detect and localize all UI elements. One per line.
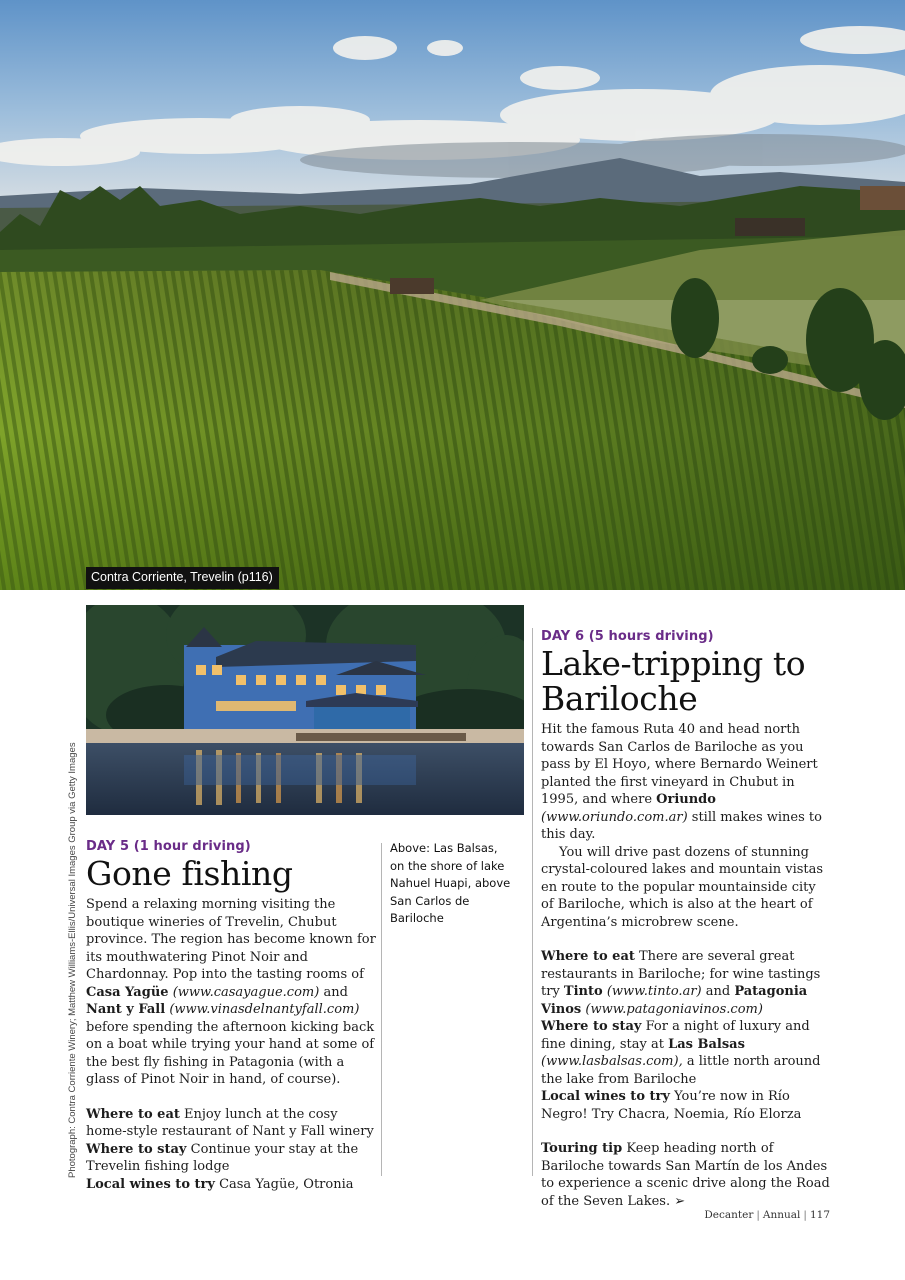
- casa-yague-url[interactable]: (www.casayague.com): [172, 984, 320, 1000]
- issue-name: Annual: [762, 1209, 801, 1221]
- lodge-photo: [86, 605, 524, 815]
- las-balsas-url[interactable]: (www.lasbalsas.com),: [541, 1054, 683, 1069]
- continue-arrow-icon: ➢: [674, 1193, 686, 1209]
- day6-paragraph-1: [541, 721, 831, 844]
- touring-tip-text: Keep heading north of Bariloche towards San Martín de los Andes to experience a scenic drive along the Road of the Seven Lakes.: [541, 1141, 830, 1209]
- caption-line: Nahuel Huapi, above: [390, 876, 511, 890]
- column-divider: [532, 628, 533, 1176]
- where-to-stay-text: Continue your stay at the Trevelin fishing lodge: [86, 1141, 359, 1174]
- day6-paragraph-2: You will drive past dozens of stunning crystal-coloured lakes and mountain vistas en route to the popular mountainside city of Bariloche, which is also at the heart of Argentina’s microbrew scene.: [541, 844, 824, 930]
- day6-touring-tip: [541, 1140, 831, 1210]
- where-to-stay-text: For a night of luxury and fine dining, stay at: [541, 1019, 810, 1052]
- lodge-image: [86, 605, 524, 815]
- day5-local-wines: [86, 1176, 378, 1194]
- day5-paragraph: [86, 896, 378, 1089]
- day6-local-wines: [541, 1088, 831, 1123]
- tinto-name: Tinto: [563, 984, 603, 999]
- day5-where-to-eat: [86, 1106, 378, 1141]
- patagonia-vinos-url[interactable]: (www.patagoniavinos.com): [585, 1001, 763, 1017]
- column-divider: [381, 843, 382, 1176]
- photo-credit: Photograph: Contra Corriente Winery; Matthew Williams-Ellis/Universal Images Group via Getty Images: [67, 742, 78, 1178]
- where-to-eat-label: Where to eat: [541, 949, 635, 964]
- day5-text: Spend a relaxing morning visiting the boutique wineries of Trevelin, Chubut province. The region has become known for its mouthwatering Pinot Noir and Chardonnay. Pop into the tasting rooms of: [86, 897, 376, 982]
- day6-section: [541, 629, 831, 1210]
- local-wines-text: You’re now in Río Negro! Try Chacra, Noemia, Río Elorza: [541, 1089, 802, 1122]
- hero-photo: [0, 0, 905, 590]
- day5-where-to-stay: [86, 1141, 378, 1176]
- day6-title-line: Bariloche: [541, 679, 698, 718]
- day5-section: [86, 839, 378, 1193]
- day5-text: and: [319, 984, 348, 1000]
- patagonia-vinos-name: Patagonia Vinos: [541, 984, 808, 1017]
- where-to-stay-label: Where to stay: [86, 1141, 187, 1157]
- where-to-eat-text: Enjoy lunch at the cosy home-style restaurant of Nant y Fall winery: [86, 1106, 374, 1139]
- las-balsas-name: Las Balsas: [668, 1036, 745, 1052]
- nant-y-fall-url[interactable]: (www.vinasdelnantyfall.com): [169, 1002, 360, 1017]
- page-footer: Decanter | Annual | 117: [704, 1209, 830, 1221]
- day6-label: DAY 6 (5 hours driving): [541, 629, 714, 644]
- oriundo-name: Oriundo: [656, 792, 716, 807]
- tinto-url[interactable]: (www.tinto.ar): [606, 984, 702, 999]
- day6-where-to-eat: [541, 948, 831, 1018]
- magazine-name: Decanter: [704, 1209, 754, 1221]
- day6-text: Hit the famous Ruta 40 and head north towards San Carlos de Bariloche as you pass by El Hoyo, where Bernardo Weinert planted the first vineyard in Chubut in 1995, and where: [541, 722, 818, 807]
- caption-line: Above: Las Balsas,: [390, 841, 498, 855]
- day5-title: Gone fishing: [86, 854, 293, 893]
- caption-line: San Carlos de Bariloche: [390, 893, 470, 925]
- local-wines-label: Local wines to try: [86, 1176, 215, 1192]
- day5-label: DAY 5 (1 hour driving): [86, 839, 251, 854]
- nant-y-fall-name: Nant y Fall: [86, 1002, 166, 1017]
- day6-text: still makes wines to this day.: [541, 809, 822, 842]
- caption-line: on the shore of lake: [390, 858, 505, 873]
- where-to-eat-text: and: [701, 984, 735, 999]
- where-to-eat-label: Where to eat: [86, 1106, 180, 1122]
- oriundo-url[interactable]: (www.oriundo.com.ar): [541, 809, 688, 825]
- where-to-stay-label: Where to stay: [541, 1019, 642, 1034]
- touring-tip-label: Touring tip: [541, 1141, 623, 1156]
- day6-where-to-stay: [541, 1018, 831, 1088]
- day6-title-line: Lake-tripping to: [541, 644, 806, 683]
- day6-title: [541, 646, 831, 716]
- hero-caption: Contra Corriente, Trevelin (p116): [86, 567, 279, 589]
- where-to-stay-text: a little north around the lake from Bariloche: [541, 1054, 821, 1087]
- lodge-caption: [390, 840, 526, 928]
- casa-yague-name: Casa Yagüe: [86, 984, 169, 1000]
- local-wines-text: Casa Yagüe, Otronia: [219, 1176, 354, 1192]
- page-number: 117: [809, 1209, 830, 1221]
- day5-text: before spending the afternoon kicking back on a boat while trying your hand at some of the best fly fishing in Patagonia (with a glass of Pinot Noir in hand, of course).: [86, 1019, 375, 1087]
- vineyard-image: [0, 0, 905, 590]
- where-to-eat-text: There are several great restaurants in Bariloche; for wine tastings try: [541, 949, 821, 999]
- local-wines-label: Local wines to try: [541, 1089, 670, 1104]
